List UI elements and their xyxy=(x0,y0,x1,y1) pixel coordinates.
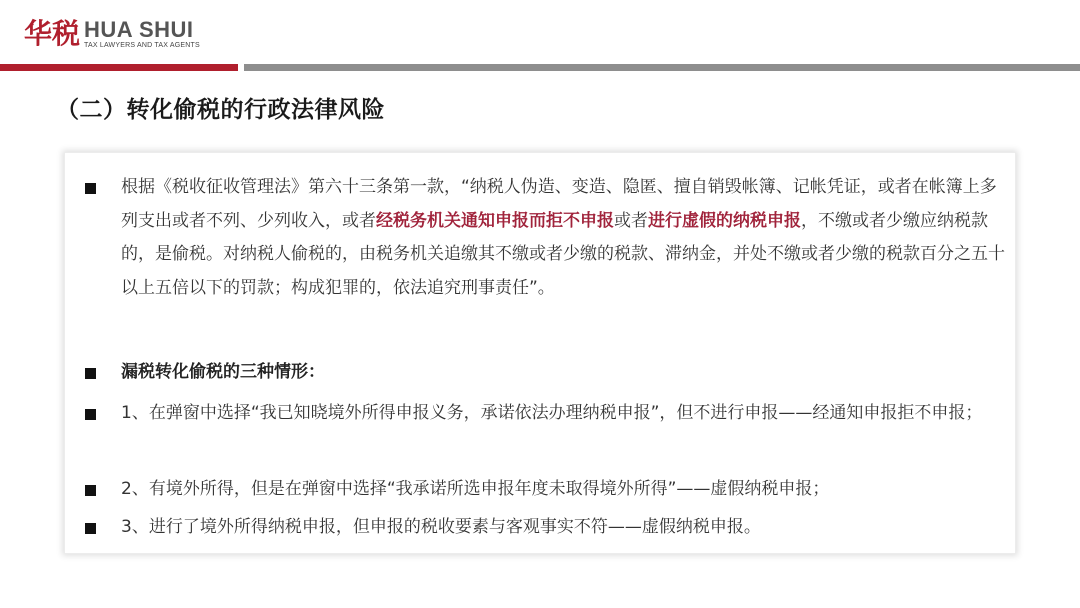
header-divider-gray xyxy=(244,64,1080,71)
paragraph-text: 1、在弹窗中选择“我已知晓境外所得申报义务，承诺依法办理纳税申报”，但不进行申报——经通知申报拒不申报； xyxy=(121,403,983,423)
highlight-refuse-declare: 经税务机关通知申报而拒不申报 xyxy=(376,210,614,231)
square-bullet-icon xyxy=(85,183,96,194)
text-segment: ，不缴或者少缴应纳税款的，是偷税。对纳税人偷税的，由税务机关追缴其不缴或者少缴的税款、滞纳金，并处不缴或者少缴的税款百分之五十以上五倍以下的罚款；构成犯罪的，依法追究刑事责任”。 xyxy=(121,210,1005,298)
content-box xyxy=(64,152,1016,554)
list-item-case-2 xyxy=(89,473,1005,507)
paragraph-text xyxy=(89,171,1005,305)
text-segment: 根据《税收征收管理法》第六十三条第一款，“纳税人伪造、变造、隐匿、擅自销毁帐簿、记帐凭证，或者在帐簿上多列支出或者不列、少列收入，或者 xyxy=(121,177,997,231)
list-item-case-3 xyxy=(89,511,1005,545)
paragraph-text: 2、有境外所得，但是在弹窗中选择“我承诺所选申报年度未取得境外所得”——虚假纳税申报； xyxy=(121,479,830,499)
square-bullet-icon xyxy=(85,485,96,496)
header-divider-red xyxy=(0,64,238,71)
paragraph-text: 漏税转化偷税的三种情形： xyxy=(121,362,325,382)
page-title: （二）转化偷税的行政法律风险 xyxy=(56,97,385,123)
list-item-heading xyxy=(89,356,1005,390)
paragraph-text: 3、进行了境外所得纳税申报，但申报的税收要素与客观事实不符——虚假纳税申报。 xyxy=(121,517,761,537)
list-item-law-article xyxy=(89,171,1005,305)
square-bullet-icon xyxy=(85,523,96,534)
list-item-case-1 xyxy=(89,397,1005,431)
text-segment: 或者 xyxy=(614,210,648,231)
highlight-false-declare: 进行虚假的纳税申报 xyxy=(648,210,801,231)
square-bullet-icon xyxy=(85,368,96,379)
logo-english-block xyxy=(84,16,200,50)
square-bullet-icon xyxy=(85,409,96,420)
logo-tagline: TAX LAWYERS AND TAX AGENTS xyxy=(84,41,200,49)
huashui-logo xyxy=(24,16,200,52)
logo-chinese-text: 华税 xyxy=(24,17,81,50)
logo-english-name: HUA SHUI xyxy=(84,16,194,42)
